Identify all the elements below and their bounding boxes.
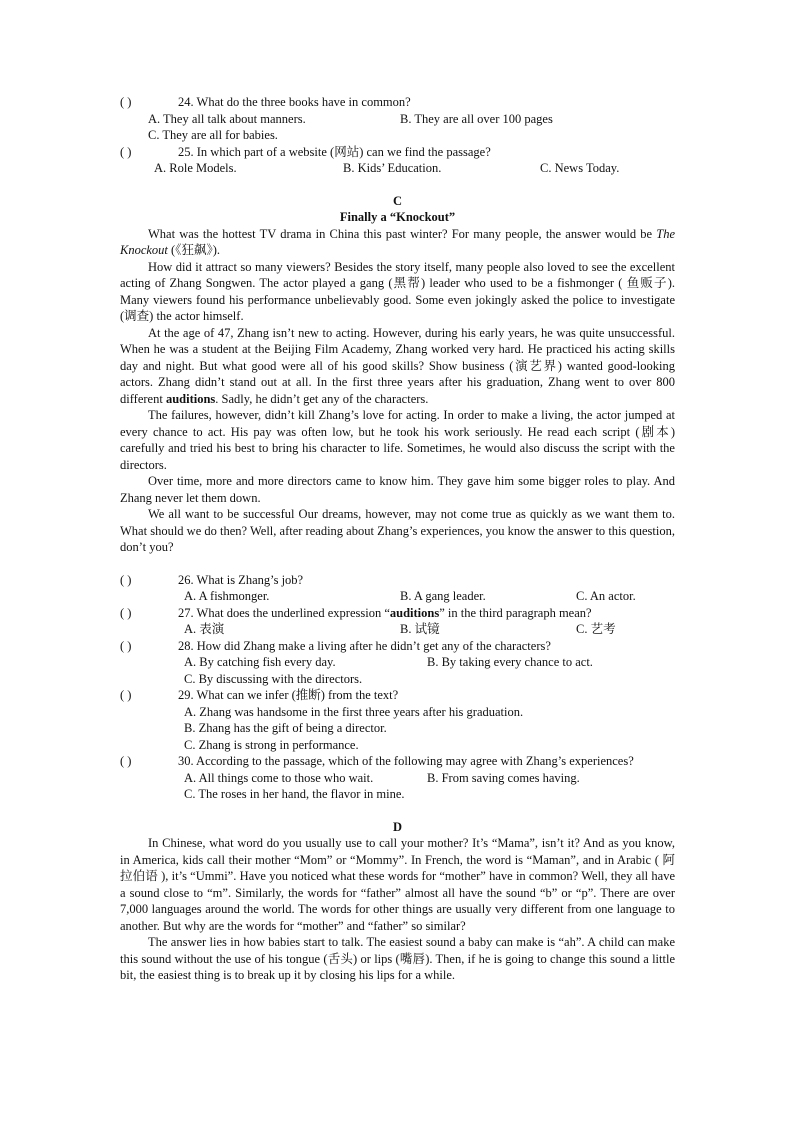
option-c[interactable]: C. 艺考: [576, 622, 616, 636]
option-c[interactable]: C. By discussing with the directors.: [184, 671, 363, 686]
key-word: auditions: [389, 605, 440, 620]
option-a[interactable]: A. They all talk about manners.: [148, 111, 306, 126]
question-25: [120, 144, 675, 161]
option-a[interactable]: A. Zhang was handsome in the first three years after his graduation.: [184, 704, 524, 719]
text: (《狂飙》).: [167, 243, 220, 257]
question-stem: 29. What can we infer (推断) from the text?: [178, 688, 399, 702]
question-stem: 30. According to the passage, which of the following may agree with Zhang’s experiences?: [178, 754, 634, 768]
option-a[interactable]: A. By catching fish every day.: [184, 655, 336, 669]
option-c[interactable]: C. They are all for babies.: [148, 128, 278, 142]
question-24-options: [120, 111, 675, 128]
question-27: [120, 605, 675, 622]
underlined-word: auditions: [165, 391, 216, 406]
question-29-option-c-row: [120, 737, 675, 754]
passage-c-paragraph-6: We all want to be successful Our dreams, however, may not come true as quickly as we want them to. What should we do then? Well, after reading about Zhang’s experiences, you know the answer to this question, don’t you?: [120, 507, 675, 554]
question-stem: 26. What is Zhang’s job?: [178, 572, 304, 587]
question-28: [120, 638, 675, 655]
question-24: [120, 94, 675, 111]
option-a[interactable]: A. Role Models.: [154, 161, 237, 175]
answer-blank[interactable]: ( ): [120, 638, 132, 653]
option-b[interactable]: B. By taking every chance to act.: [427, 655, 593, 669]
question-stem: [178, 605, 592, 622]
question-27-options: [120, 621, 675, 638]
passage-c-paragraph-2: How did it attract so many viewers? Besides the story itself, many people also loved to see the excellent acting of Zhang Songwen. The actor played a gang (黑帮) leader who used to be a fishmonger ( 鱼贩子). Many viewers found his performance unbelievably good. Some even jokingly asked the police to investigate (调查) the actor himself.: [120, 259, 675, 323]
option-b[interactable]: B. 试镜: [400, 622, 440, 636]
question-29: [120, 687, 675, 704]
text: ” in the third paragraph mean?: [439, 605, 592, 620]
option-a[interactable]: A. 表演: [184, 622, 225, 636]
question-30-options: [120, 770, 675, 787]
exam-page: [120, 94, 675, 984]
question-28-options-row2: [120, 671, 675, 688]
question-stem: 28. How did Zhang make a living after he didn’t get any of the characters?: [178, 638, 551, 653]
question-29-option-a-row: [120, 704, 675, 721]
question-stem: 25. In which part of a website (网站) can we find the passage?: [178, 144, 491, 159]
question-29-option-b-row: [120, 720, 675, 737]
passage-d-paragraph-2: The answer lies in how babies start to talk. The easiest sound a baby can make is “ah”. A child can make this sound without the use of his tongue (舌头) or lips (嘴唇). Then, if he is going to change this sound a little bit, the easiest thing is to break up it by closing his lips for a while.: [120, 935, 675, 982]
answer-blank[interactable]: ( ): [120, 95, 132, 109]
option-b[interactable]: B. From saving comes having.: [427, 770, 580, 785]
drama-title: The Knockout: [120, 226, 675, 257]
passage-c-paragraph-1: [120, 226, 675, 259]
option-b[interactable]: B. A gang leader.: [400, 589, 486, 603]
question-24-options-row2: [120, 127, 675, 144]
option-b[interactable]: B. Kids’ Education.: [343, 161, 442, 175]
text: What was the hottest TV drama in China this past winter? For many people, the answer would be: [148, 226, 657, 241]
answer-blank[interactable]: ( ): [120, 572, 132, 587]
question-25-options: [120, 160, 675, 177]
question-30-options-row2: [120, 786, 675, 803]
question-28-options: [120, 654, 675, 671]
question-26: [120, 572, 675, 589]
answer-blank[interactable]: ( ): [120, 688, 132, 702]
option-a[interactable]: A. A fishmonger.: [184, 589, 270, 603]
passage-title: Finally a “Knockout”: [339, 210, 456, 224]
passage-c-paragraph-5: Over time, more and more directors came to know him. They gave him some bigger roles to play. And Zhang never let them down.: [120, 474, 675, 505]
question-stem: 24. What do the three books have in common?: [178, 95, 411, 109]
text: At the age of 47, Zhang isn’t new to acting. However, during his early years, he was quite unsuccessful. When he was a student at the Beijing Film Academy, Zhang worked very hard. He practiced his acting skills day and night. But what good were all of his good skills? Show business (演艺界) wanted good-looking actors. Zhang didn’t stand out at all. In the first three years after his graduation, Zhang went to over 800 different: [120, 325, 675, 406]
answer-blank[interactable]: ( ): [120, 144, 132, 159]
section-letter-c: C: [392, 193, 403, 208]
passage-c-paragraph-3: [120, 325, 675, 408]
option-a[interactable]: A. All things come to those who wait.: [184, 770, 374, 785]
option-c[interactable]: C. An actor.: [576, 589, 636, 603]
section-letter-d: D: [392, 819, 403, 834]
text: . Sadly, he didn’t get any of the characters.: [215, 391, 429, 406]
passage-c-paragraph-4: The failures, however, didn’t kill Zhang’s love for acting. In order to make a living, the actor jumped at every chance to act. His pay was often low, but he took his work seriously. He read each script (剧本) carefully and tried his best to bring his character to life. Sometimes, he would also discuss the script with the directors.: [120, 408, 675, 472]
text: 27. What does the underlined expression “: [178, 605, 390, 620]
option-b[interactable]: B. They are all over 100 pages: [400, 111, 553, 126]
option-c[interactable]: C. The roses in her hand, the flavor in mine.: [184, 787, 405, 801]
answer-blank[interactable]: ( ): [120, 605, 132, 620]
option-c[interactable]: C. Zhang is strong in performance.: [184, 737, 359, 752]
option-b[interactable]: B. Zhang has the gift of being a director.: [184, 721, 387, 735]
question-30: [120, 753, 675, 770]
question-26-options: [120, 588, 675, 605]
option-c[interactable]: C. News Today.: [540, 161, 620, 175]
answer-blank[interactable]: ( ): [120, 754, 132, 768]
passage-d-paragraph-1: In Chinese, what word do you usually use to call your mother? It’s “Mama”, isn’t it? And as you know, in America, kids call their mother “Mom” or “Mommy”. In French, the word is “Maman”, and in Arabic ( 阿拉伯语 ), it’s “Ummi”. Have you noticed what these words for “mother” have in common? Well, they all have a sound close to “m”. Similarly, the words for “father” almost all have the sound “b” or “p”. There are over 7,000 languages around the world. The words for other things are usually very different from one language to another. But why are the words for “mother” and “father” so similar?: [120, 836, 675, 933]
